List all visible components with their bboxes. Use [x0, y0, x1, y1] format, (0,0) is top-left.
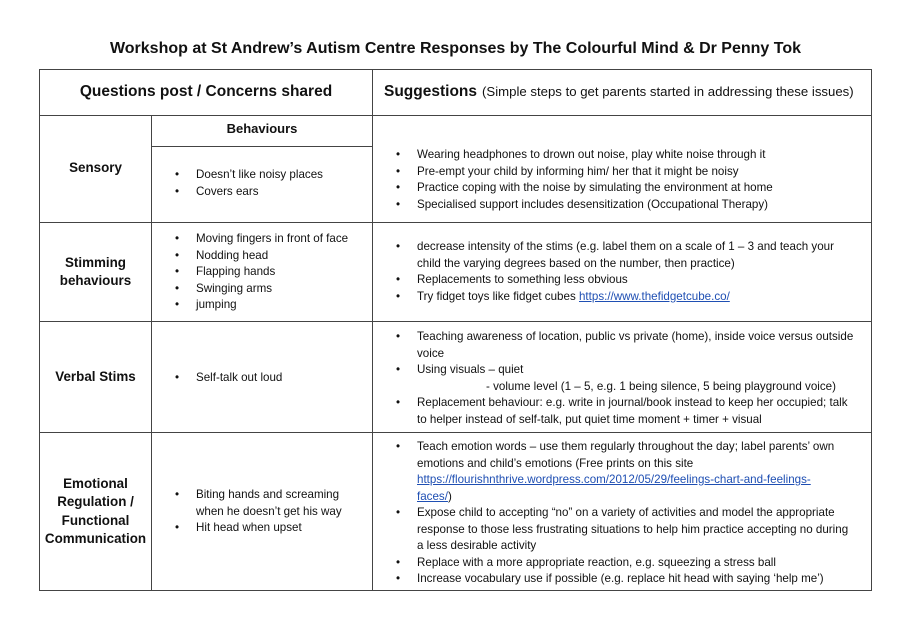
- list-item: [175, 520, 371, 537]
- behaviours-stimming: [175, 231, 371, 314]
- category-line: Functional: [61, 512, 130, 528]
- header-suggestions-label: Suggestions: [384, 83, 478, 101]
- list-item-text: Using visuals – quiet: [417, 363, 524, 376]
- category-verbal-stims-label: Verbal Stims: [55, 368, 136, 384]
- list-item-text: - volume level (1 – 5, e.g. 1 being silence, 5 being playground voice): [486, 379, 836, 393]
- list-item-text: voice: [417, 346, 445, 360]
- list-item: [396, 147, 867, 164]
- list-item: [396, 289, 867, 306]
- list-item-text: jumping: [196, 298, 237, 311]
- list-item: [175, 297, 371, 314]
- list-item: [396, 272, 867, 289]
- category-line: Communication: [44, 531, 147, 546]
- bullet-icon: •: [396, 572, 401, 585]
- list-item: [396, 164, 867, 181]
- fidgetcube-link[interactable]: https://www.thefidgetcube.co/: [578, 289, 730, 303]
- bullet-icon: •: [175, 371, 180, 384]
- list-item: [175, 281, 371, 298]
- list-item-text: a less desirable activity: [417, 539, 537, 552]
- list-item-text: ): [447, 489, 452, 503]
- list-item-text: child the varying degrees based on the number, then practice): [417, 256, 735, 270]
- category-emotional-regulation: [40, 433, 151, 590]
- bullet-icon: •: [175, 232, 180, 245]
- header-suggestions-note: (Simple steps to get parents started in addressing these issues): [482, 84, 854, 100]
- list-item-text: Practice coping with the noise by simulating the environment at home: [417, 181, 773, 194]
- bullet-icon: •: [175, 265, 180, 278]
- suggestions-emotional: [396, 439, 869, 588]
- header-questions-label: Questions post / Concerns shared: [79, 83, 333, 101]
- bullet-icon: •: [396, 164, 401, 178]
- behaviours-header: Behaviours: [226, 121, 298, 136]
- bullet-icon: •: [396, 273, 401, 286]
- document-title: Workshop at St Andrew’s Autism Centre Responses by The Colourful Mind & Dr Penny Tok: [109, 40, 802, 57]
- list-item: [175, 231, 371, 248]
- list-item-text: Hit head when upset: [196, 521, 302, 534]
- bullet-icon: •: [396, 181, 401, 194]
- list-item: [396, 197, 867, 214]
- behaviours-emotional: [175, 487, 371, 537]
- bullet-icon: •: [396, 363, 401, 376]
- list-item-text: Replace with a more appropriate reaction, e.g. squeezing a stress ball: [417, 555, 776, 569]
- behaviours-verbal-stims: [175, 370, 371, 387]
- list-item-text: Specialised support includes desensitization (Occupational Therapy): [417, 197, 769, 211]
- list-item-text: emotions and child’s emotions (Free prints on this site: [417, 456, 694, 470]
- bullet-icon: •: [396, 396, 401, 409]
- list-item-text: Teaching awareness of location, public vs private (home), inside voice versus outside: [417, 330, 854, 343]
- list-item: [396, 329, 869, 362]
- behaviours-sensory: [175, 167, 371, 200]
- bullet-icon: •: [396, 240, 401, 253]
- list-item: [396, 439, 869, 505]
- list-item: [175, 248, 371, 265]
- bullet-icon: •: [175, 168, 180, 181]
- list-item-text: when he doesn’t get his way: [196, 504, 342, 518]
- list-item: [396, 395, 869, 428]
- list-item-text: Self-talk out loud: [196, 371, 283, 384]
- bullet-icon: •: [175, 521, 180, 534]
- feelings-chart-link[interactable]: https://flourishnthrive.wordpress.com/2012/05/29/feelings-chart-and-feelings-: [417, 473, 811, 486]
- list-item: [175, 184, 371, 201]
- category-verbal-stims: [40, 322, 151, 432]
- list-item: [175, 264, 371, 281]
- list-item-text: Replacement behaviour: e.g. write in journal/book instead to keep her occupied; talk: [417, 396, 848, 409]
- category-stimming-line2: behaviours: [59, 273, 132, 288]
- list-item-text: Expose child to accepting “no” on a variety of activities and model the appropriate: [417, 506, 835, 519]
- list-item-text: response to those less frustrating situations to help him practice accepting no during: [417, 522, 849, 536]
- list-item-text: Flapping hands: [196, 265, 276, 278]
- category-sensory: [40, 116, 151, 222]
- suggestions-verbal-stims: [396, 329, 869, 428]
- list-item-text: Doesn’t like noisy places: [196, 168, 323, 181]
- suggestions-stimming: [396, 239, 867, 305]
- list-item: [396, 239, 867, 272]
- bullet-icon: •: [175, 298, 180, 311]
- bullet-icon: •: [396, 330, 401, 343]
- list-item-text: to helper instead of self-talk, put quiet time moment + timer + visual: [417, 412, 762, 426]
- bullet-icon: •: [175, 248, 180, 262]
- list-item: [175, 487, 371, 520]
- list-item-text: Wearing headphones to drown out noise, play white noise through it: [417, 148, 766, 161]
- list-item-text: Swinging arms: [196, 281, 273, 295]
- header-questions: [40, 70, 372, 115]
- list-item-text: Covers ears: [196, 184, 259, 198]
- list-item: [175, 167, 371, 184]
- bullet-icon: •: [175, 184, 180, 198]
- category-line: Regulation /: [57, 494, 134, 509]
- bullet-icon: •: [396, 197, 401, 211]
- list-item: [396, 571, 869, 588]
- list-item-text: Try fidget toys like fidget cubes: [417, 289, 576, 303]
- list-item-text: Teach emotion words – use them regularly throughout the day; label parents’ own: [417, 440, 835, 453]
- list-item: [396, 180, 867, 197]
- bullet-icon: •: [175, 281, 180, 295]
- bullet-icon: •: [396, 148, 401, 161]
- bullet-icon: •: [175, 488, 180, 501]
- list-item: [175, 370, 371, 387]
- list-item: [396, 362, 869, 395]
- category-line: Emotional: [63, 475, 128, 491]
- list-item-text: Pre-empt your child by informing him/ her that it might be noisy: [417, 164, 739, 178]
- list-item-text: Moving fingers in front of face: [196, 232, 349, 245]
- category-stimming: [40, 223, 151, 321]
- list-item-text: Biting hands and screaming: [196, 488, 340, 501]
- suggestions-sensory: [396, 147, 867, 213]
- category-sensory-label: Sensory: [69, 159, 122, 175]
- feelings-chart-link-cont[interactable]: faces/: [417, 489, 448, 503]
- list-item: [396, 555, 869, 572]
- list-item-text: Increase vocabulary use if possible (e.g. replace hit head with saying ‘help me’): [417, 572, 824, 585]
- bullet-icon: •: [396, 289, 401, 303]
- list-item-text: Nodding head: [196, 248, 269, 262]
- list-item: [396, 505, 869, 555]
- category-stimming-line1: Stimming: [64, 254, 126, 270]
- bullet-icon: •: [396, 555, 401, 569]
- bullet-icon: •: [396, 440, 401, 453]
- bullet-icon: •: [396, 506, 401, 519]
- list-item-text: decrease intensity of the stims (e.g. label them on a scale of 1 – 3 and teach your: [417, 240, 834, 253]
- header-suggestions: [384, 70, 871, 115]
- list-item-text: Replacements to something less obvious: [417, 273, 628, 286]
